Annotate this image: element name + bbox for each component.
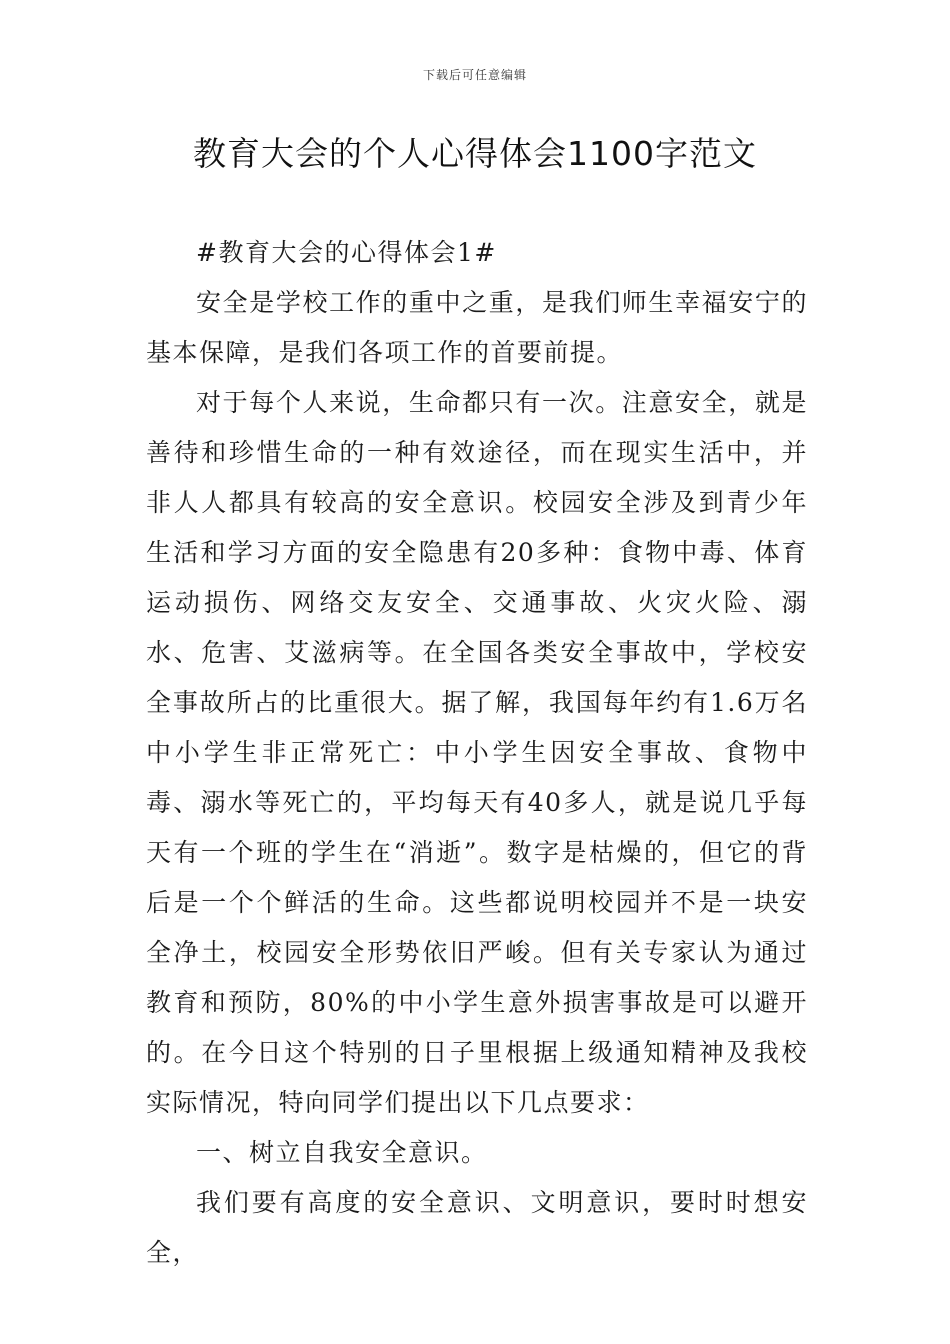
paragraph: 我们要有高度的安全意识、文明意识，要时时想安全，	[146, 1188, 808, 1267]
list-heading: 一、树立自我安全意识。	[196, 1138, 488, 1167]
paragraph: 对于每个人来说，生命都只有一次。注意安全，就是善待和珍惜生命的一种有效途径，而在现实生活中，并非人人都具有较高的安全意识。校园安全涉及到青少年生活和学习方面的安全隐患有20多种：食物中毒、体育运动损伤、网络交友安全、交通事故、火灾火险、溺水、危害、艾滋病等。在全国各类安全事故中，学校安全事故所占的比重很大。据了解，我国每年约有1.6万名中小学生非正常死亡：中小学生因安全事故、食物中毒、溺水等死亡的，平均每天有40多人，就是说几乎每天有一个班的学生在“消逝”。数字是枯燥的，但它的背后是一个个鲜活的生命。这些都说明校园并不是一块安全净土，校园安全形势依旧严峻。但有关专家认为通过教育和预防，80%的中小学生意外损害事故是可以避开的。在今日这个特别的日子里根据上级通知精神及我校实际情况，特向同学们提出以下几点要求：	[146, 388, 808, 1117]
document-body	[146, 228, 808, 1278]
page-title: 教育大会的个人心得体会1100字范文	[193, 134, 757, 173]
paragraph: 安全是学校工作的重中之重，是我们师生幸福安宁的基本保障，是我们各项工作的首要前提。	[146, 288, 808, 367]
section-heading: #教育大会的心得体会1#	[196, 238, 497, 267]
header-note: 下载后可任意编辑	[422, 68, 527, 82]
